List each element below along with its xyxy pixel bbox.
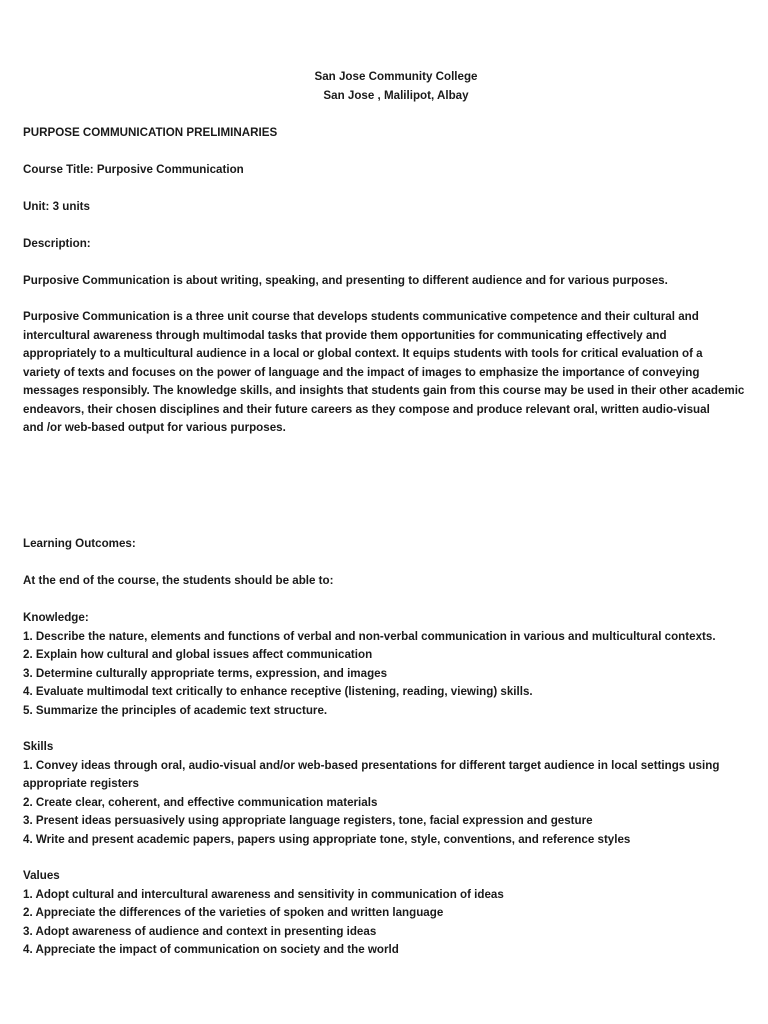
learning-outcomes-label: Learning Outcomes: <box>23 537 136 550</box>
description-summary: Purposive Communication is about writing, speaking, and presenting to different audience and for various purposes. <box>23 274 668 287</box>
description-line: Purposive Communication is a three unit course that develops students communicative competence and their cultural and <box>23 310 699 323</box>
knowledge-item: 2. Explain how cultural and global issues affect communication <box>23 648 373 661</box>
description-line: variety of texts and focuses on the power of language and the impact of images to emphasize the importance of conveying <box>23 365 700 379</box>
knowledge-item: 5. Summarize the principles of academic text structure. <box>23 703 328 717</box>
description-label: Description: <box>23 237 91 250</box>
description-line: and /or web-based output for various purposes. <box>23 421 286 434</box>
skills-section <box>23 738 735 849</box>
course-unit: Unit: 3 units <box>23 200 90 213</box>
skills-item: 1. Convey ideas through oral, audio-visual and/or web-based presentations for different target audience in local settings using <box>23 758 720 772</box>
knowledge-item: 4. Evaluate multimodal text critically to enhance receptive (listening, reading, viewing) skills. <box>23 685 533 698</box>
description-line: messages responsibly. The knowledge skills, and insights that students gain from this course may be used in their other academic <box>23 384 745 397</box>
description-line: endeavors, their chosen disciplines and their future careers as they compose and produce relevant oral, written audio-visual <box>23 402 710 416</box>
values-label: Values <box>23 869 60 882</box>
values-item: 2. Appreciate the differences of the varieties of spoken and written language <box>23 906 444 919</box>
values-section <box>23 867 735 960</box>
skills-item: 4. Write and present academic papers, papers using appropriate tone, style, conventions, and reference styles <box>23 832 631 846</box>
description-paragraph <box>23 308 745 438</box>
knowledge-item: 3. Determine culturally appropriate terms, expression, and images <box>23 666 388 680</box>
course-title: Course Title: Purposive Communication <box>23 163 244 176</box>
document-header <box>0 68 768 105</box>
college-address: San Jose , Malilipot, Albay <box>323 88 469 102</box>
outcomes-intro: At the end of the course, the students should be able to: <box>23 574 334 587</box>
document-title: PURPOSE COMMUNICATION PRELIMINARIES <box>23 126 278 139</box>
knowledge-section <box>23 609 735 720</box>
knowledge-item: 1. Describe the nature, elements and functions of verbal and non-verbal communication in various and multicultural contexts. <box>23 629 716 643</box>
skills-item: 3. Present ideas persuasively using appropriate language registers, tone, facial expression and gesture <box>23 814 593 827</box>
values-item: 4. Appreciate the impact of communication on society and the world <box>23 943 399 956</box>
values-item: 1. Adopt cultural and intercultural awareness and sensitivity in communication of ideas <box>23 887 504 901</box>
description-line: intercultural awareness through multimodal tasks that provide them opportunities for communicating effectively and <box>23 328 667 342</box>
skills-label: Skills <box>23 740 54 753</box>
values-item: 3. Adopt awareness of audience and context in presenting ideas <box>23 924 377 938</box>
college-name: San Jose Community College <box>314 70 478 83</box>
description-line: appropriately to a multicultural audience in a local or global context. It equips students with tools for critical evaluation of a <box>23 347 703 360</box>
knowledge-label: Knowledge: <box>23 611 89 624</box>
skills-item: 2. Create clear, coherent, and effective communication materials <box>23 795 378 809</box>
skills-item: appropriate registers <box>23 777 139 790</box>
